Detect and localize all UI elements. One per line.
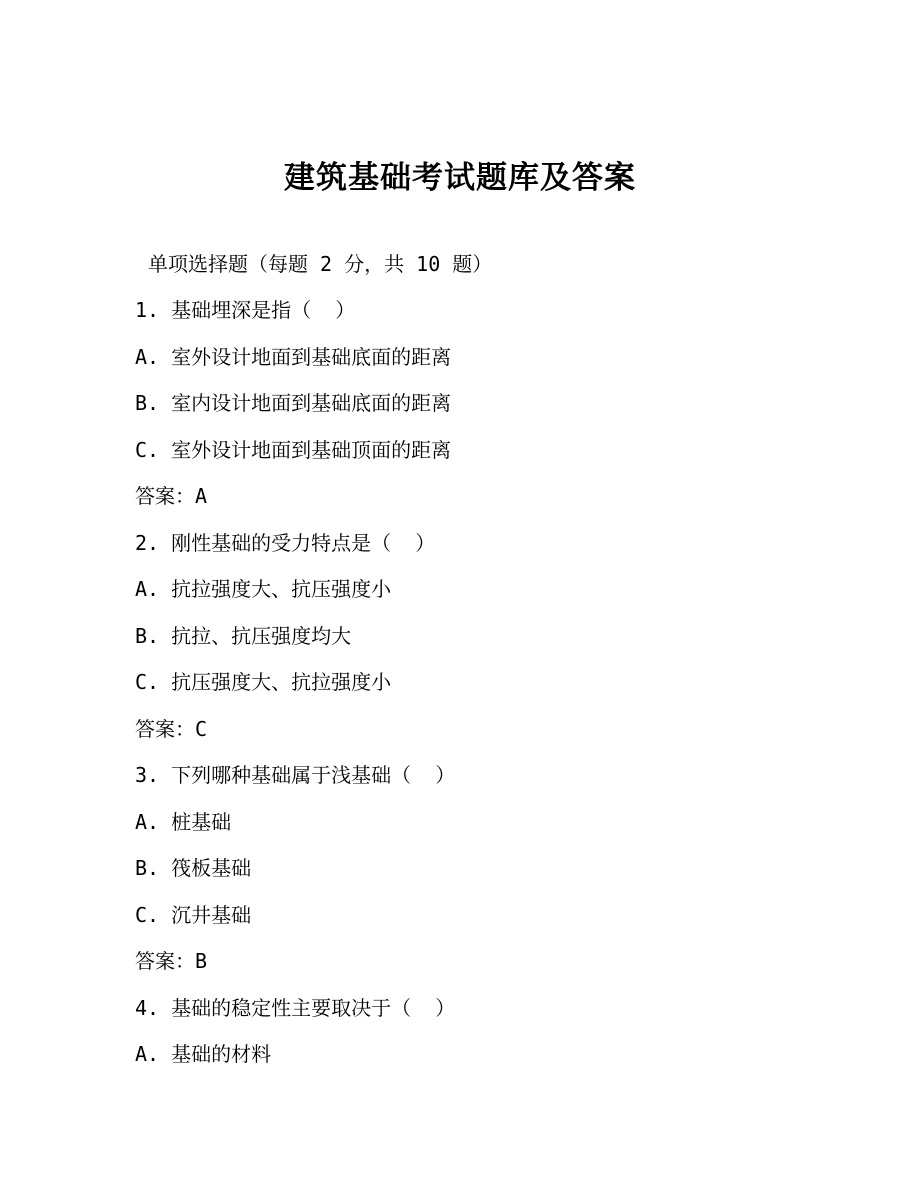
question-3-option-a: A. 桩基础 [135, 809, 232, 834]
question-3-option-c: C. 沉井基础 [135, 902, 252, 927]
question-4-option-a: A. 基础的材料 [135, 1042, 272, 1066]
question-2-option-b: B. 抗拉、抗压强度均大 [135, 623, 352, 648]
question-1-option-c: C. 室外设计地面到基础顶面的距离 [135, 437, 452, 462]
question-3-option-b: B. 筏板基础 [135, 856, 252, 880]
question-1-option-b: B. 室内设计地面到基础底面的距离 [135, 391, 452, 415]
section-heading: 单项选择题（每题 2 分，共 10 题） [148, 252, 493, 276]
question-2-option-c: C. 抗压强度大、抗拉强度小 [135, 670, 392, 694]
question-list [135, 296, 455, 1087]
question-3-answer: 答案：B [135, 949, 208, 973]
document-title: 建筑基础考试题库及答案 [284, 160, 636, 196]
question-4-stem: 4. 基础的稳定性主要取决于（ ） [135, 995, 456, 1020]
question-2-answer: 答案：C [135, 716, 208, 741]
question-1-option-a: A. 室外设计地面到基础底面的距离 [135, 344, 452, 369]
question-3-stem: 3. 下列哪种基础属于浅基础（ ） [135, 763, 456, 787]
question-2-stem: 2. 刚性基础的受力特点是（ ） [135, 530, 436, 555]
question-1-stem: 1. 基础埋深是指（ ） [135, 298, 356, 322]
question-2-option-a: A. 抗拉强度大、抗压强度小 [135, 577, 392, 601]
question-1-answer: 答案：A [135, 484, 208, 508]
